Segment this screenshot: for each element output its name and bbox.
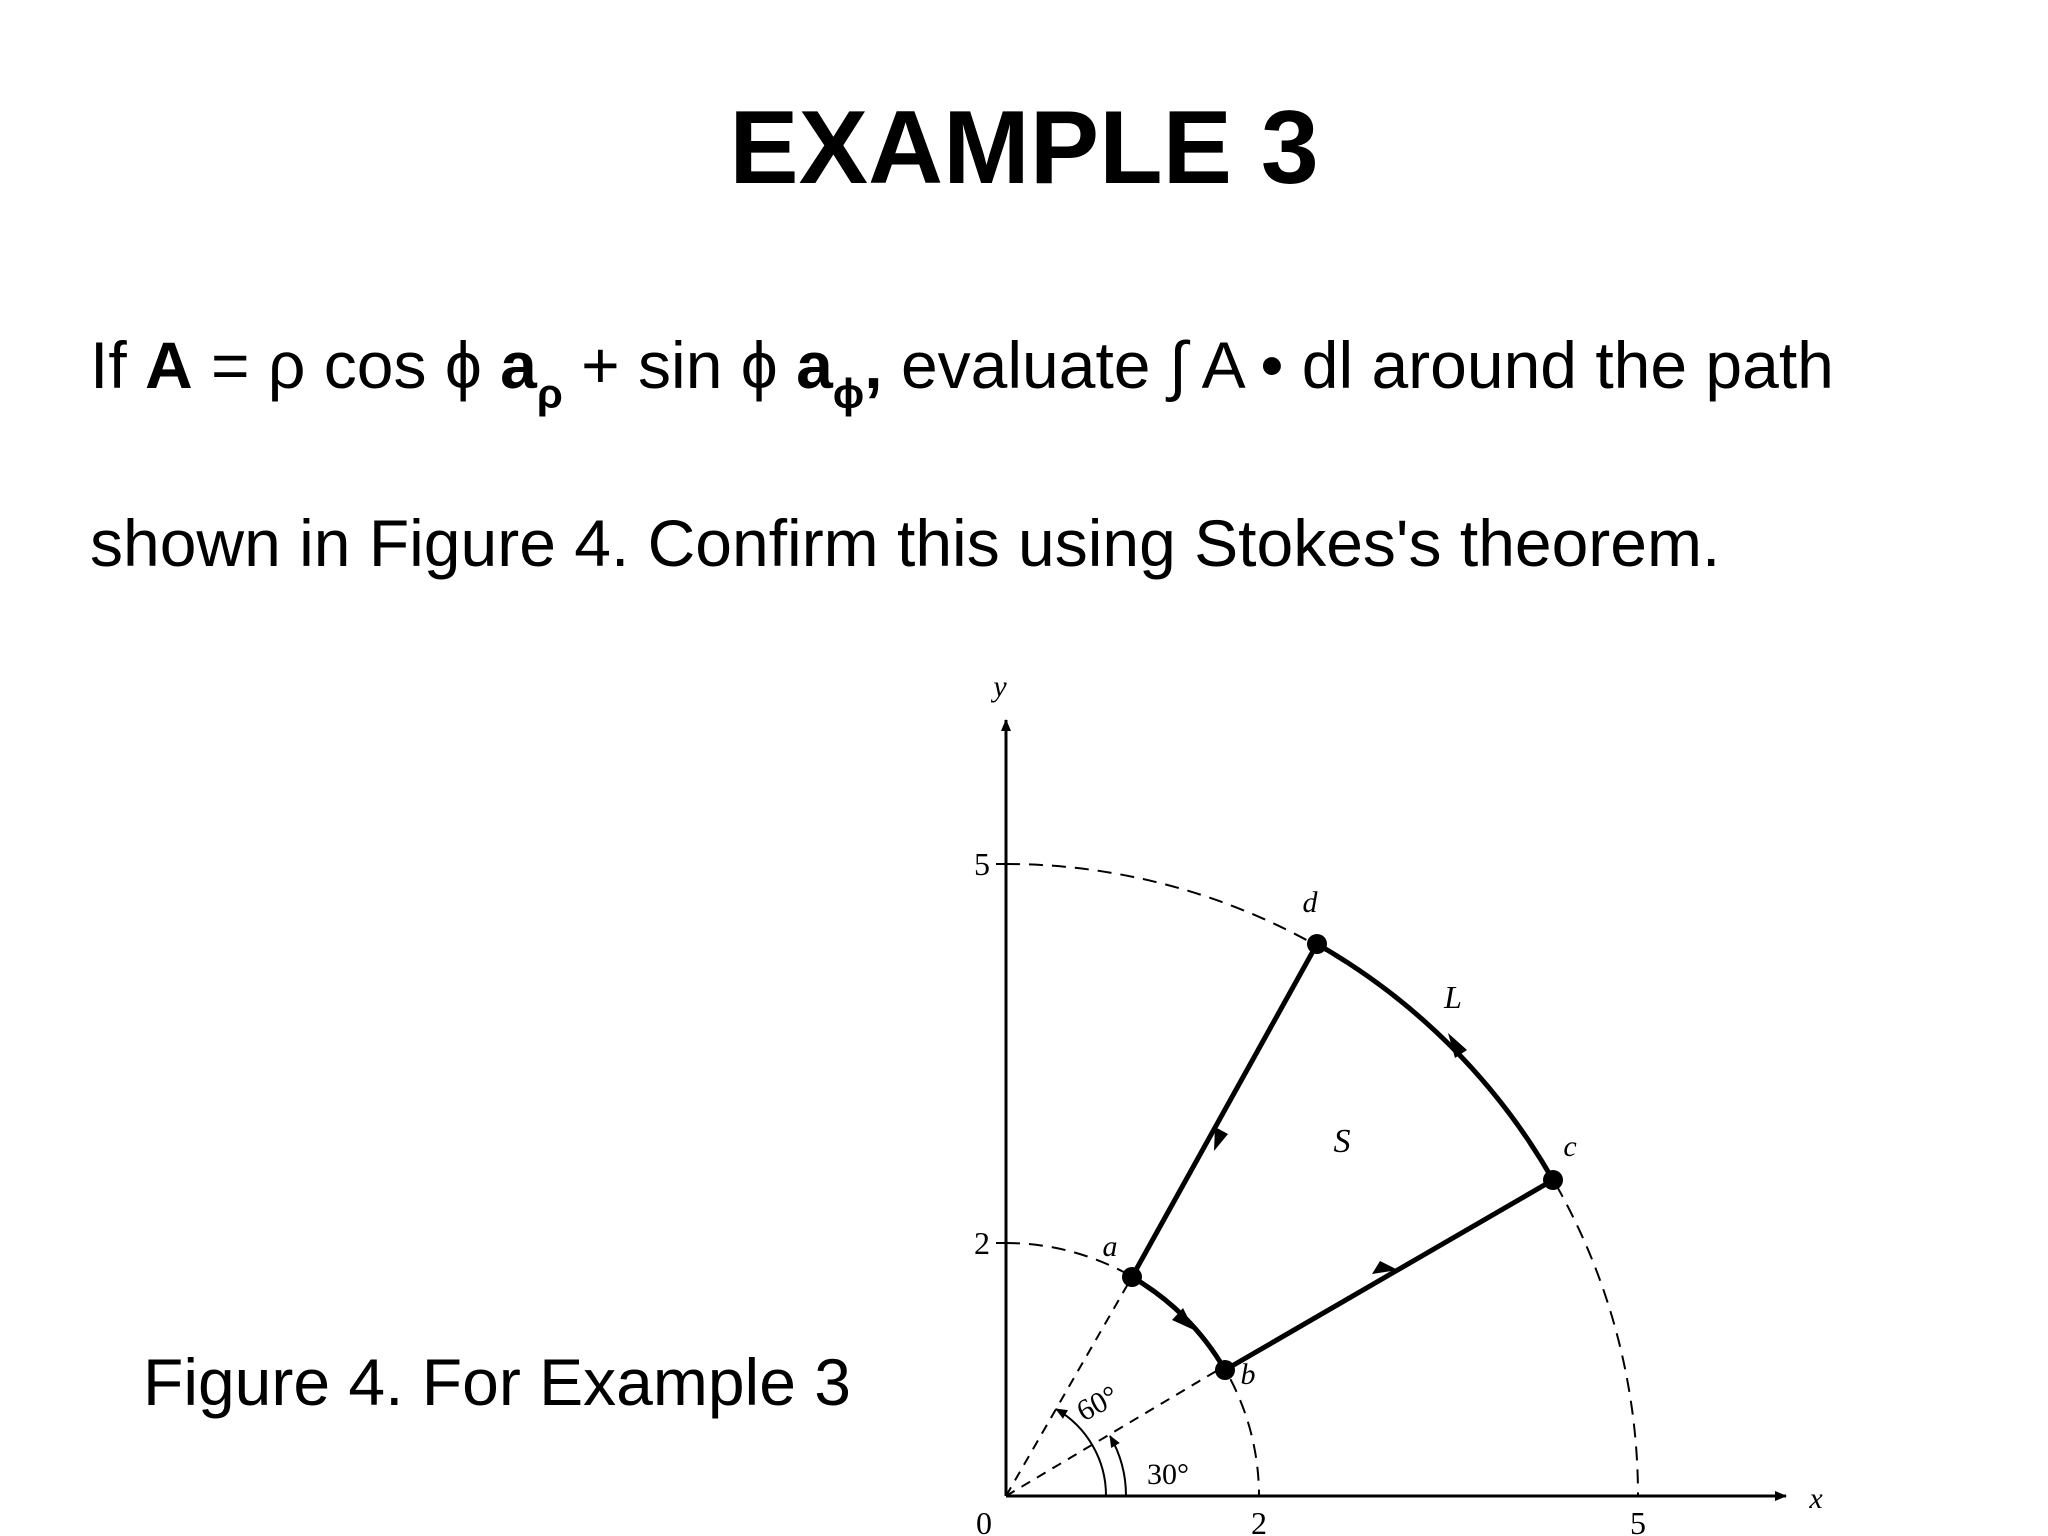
- x-tick-label-2: 2: [1251, 1505, 1267, 1536]
- arrow-on-da: [1214, 1127, 1228, 1151]
- point-d: [1307, 934, 1327, 954]
- surface-S-label: S: [1333, 1123, 1351, 1160]
- problem-statement-line-2: shown in Figure 4. Confirm this using Stokes's theorem.: [90, 506, 1721, 580]
- y-tick-label-2: 2: [974, 1225, 990, 1261]
- problem-rho-cos-phi: = ρ cos ϕ: [192, 328, 501, 402]
- vector-A: A: [145, 328, 193, 402]
- x-tick-label-5: 5: [1630, 1505, 1646, 1536]
- problem-comma: ,: [864, 328, 883, 402]
- y-axis-label: y: [993, 670, 1007, 703]
- point-b: [1215, 1360, 1235, 1380]
- angle-30-label: 30°: [1147, 1458, 1189, 1491]
- radial-line-60deg: [1006, 1277, 1132, 1496]
- subscript-phi: ϕ: [832, 370, 865, 417]
- unit-vector-a-rho: a: [500, 328, 537, 402]
- path-segment-bc: [1225, 1180, 1553, 1370]
- path-segment-da: [1132, 944, 1317, 1277]
- unit-vector-a-phi: a: [796, 328, 833, 402]
- angle-arc-30: [1110, 1436, 1126, 1496]
- subscript-rho: ρ: [536, 370, 563, 417]
- problem-plus-sin-phi: + sin ϕ: [562, 328, 797, 402]
- point-c-label: c: [1563, 1130, 1577, 1163]
- problem-evaluate-integral: evaluate ∫ A • dl around the path: [882, 328, 1834, 402]
- problem-if: If: [90, 328, 146, 402]
- angle-arc-60: [1056, 1409, 1106, 1496]
- x-axis-label: x: [1809, 1482, 1823, 1515]
- point-a-label: a: [1102, 1230, 1118, 1263]
- path-L-label: L: [1444, 979, 1462, 1015]
- point-d-label: d: [1302, 886, 1318, 919]
- slide-title: EXAMPLE 3: [729, 90, 1319, 206]
- point-b-label: b: [1240, 1358, 1256, 1391]
- path-segment-cd: [1317, 944, 1553, 1180]
- point-a: [1122, 1267, 1142, 1287]
- origin-label: 0: [976, 1505, 992, 1536]
- path-segment-ab: [1132, 1277, 1225, 1370]
- y-tick-label-5: 5: [974, 846, 990, 882]
- angle-60-label: 60°: [1071, 1379, 1124, 1429]
- point-c: [1543, 1170, 1563, 1190]
- figure-caption: Figure 4. For Example 3: [143, 1345, 851, 1419]
